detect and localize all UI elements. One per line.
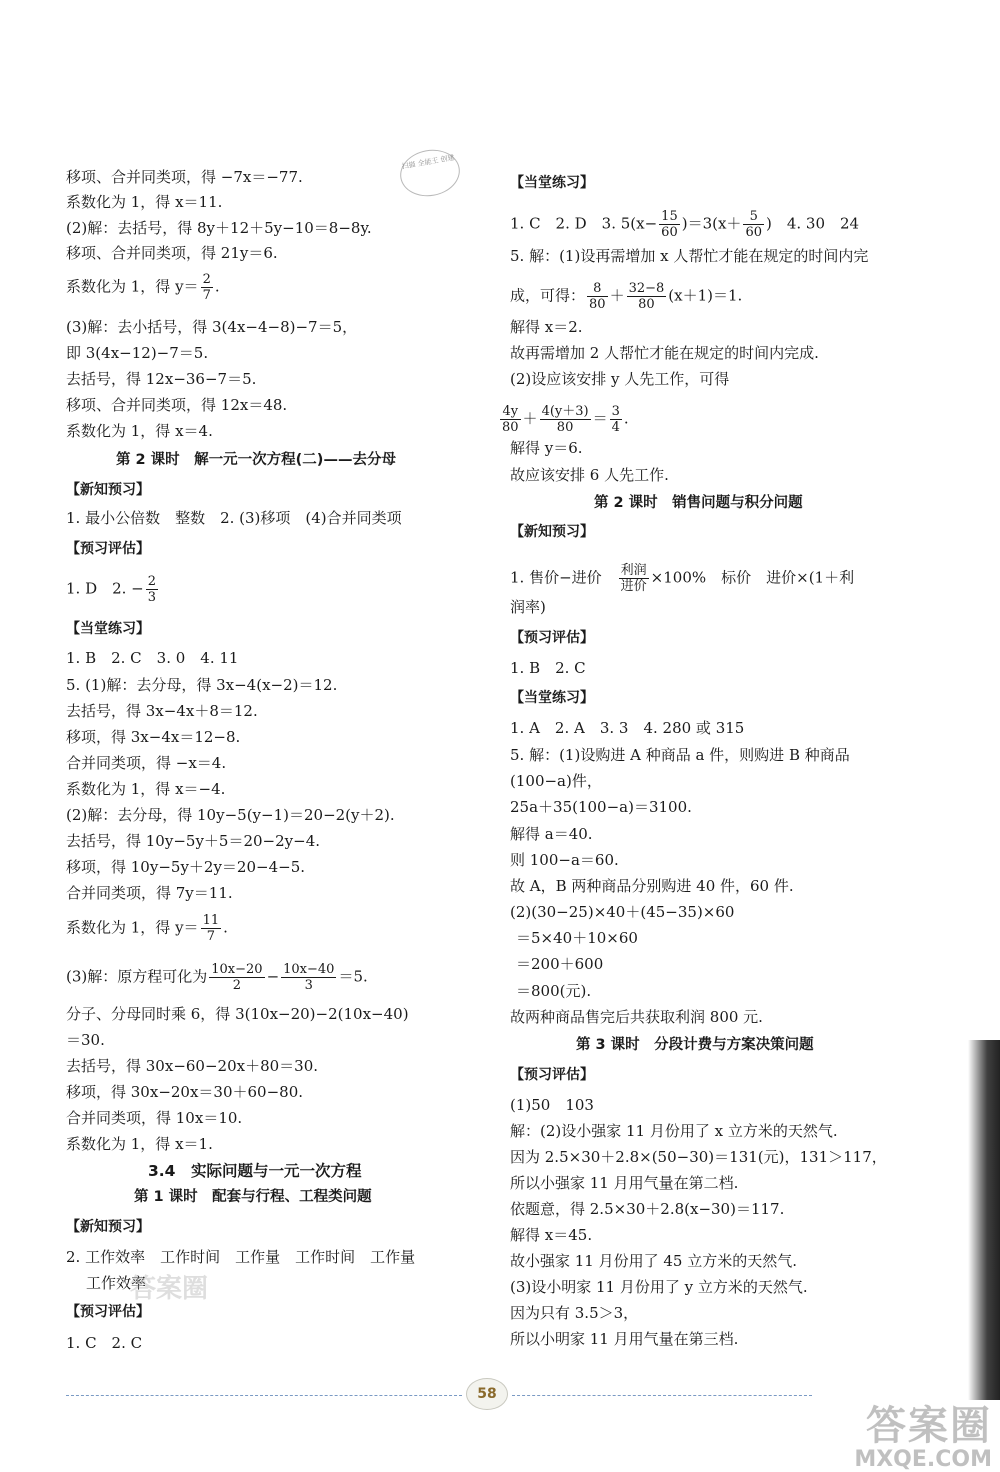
text-line: (3)设小明家 11 月份用了 y 立方米的天然气. (510, 1278, 808, 1296)
text-line: 1. B 2. C (510, 659, 586, 677)
text: (x＋1)＝1. (668, 286, 743, 305)
fraction (540, 404, 591, 435)
text-line: 1. 最小公倍数 整数 2. (3)移项 (4)合并同类项 (66, 509, 402, 527)
denominator: 3 (304, 978, 313, 993)
section-label: 【当堂练习】 (510, 175, 594, 191)
denominator: 80 (502, 420, 519, 435)
text-line: 合并同类项，得 −x＝4. (66, 754, 227, 772)
lesson-heading: 第 2 课时 销售问题与积分问题 (594, 495, 803, 511)
denominator: 7 (202, 288, 211, 303)
text-line: 5. 解：(1)设再需增加 x 人帮忙才能在规定的时间内完 (510, 247, 869, 265)
text-line: 故再需增加 2 人帮忙才能在规定的时间内完成. (510, 344, 819, 362)
section-label: 【当堂练习】 (66, 621, 150, 637)
footer-divider-left (66, 1395, 462, 1396)
denominator: 进价 (620, 579, 647, 594)
text-line: 5. 解：(1)设购进 A 种商品 a 件，则购进 B 种商品 (510, 746, 850, 764)
fraction (201, 913, 222, 944)
numerator: 10x−40 (283, 962, 335, 977)
text-line: 故 A，B 两种商品分别购进 40 件，60 件. (510, 877, 794, 895)
text: . (623, 409, 629, 428)
section-label: 【新知预习】 (66, 482, 150, 498)
fraction (627, 281, 667, 312)
text-line: (2)设应该安排 y 人先工作，可得 (510, 370, 730, 388)
lesson-heading: 第 3 课时 分段计费与方案决策问题 (576, 1037, 814, 1053)
section-label: 【预习评估】 (66, 1304, 150, 1320)
watermark-url: MXQE.COM (854, 1447, 992, 1472)
text-line: 因为只有 3.5＞3， (510, 1304, 639, 1322)
numerator: 3 (611, 404, 620, 419)
text-line: 2. 工作效率 工作时间 工作量 工作时间 工作量 (66, 1248, 416, 1266)
text-line: 润率) (510, 598, 546, 616)
fraction (659, 209, 680, 240)
numerator: 4(y＋3) (541, 404, 589, 419)
text-line: ＝5×40＋10×60 (516, 929, 638, 947)
denominator: 3 (147, 590, 157, 605)
text: ＋ (609, 286, 625, 305)
numerator: 15 (661, 209, 678, 224)
fraction (281, 962, 336, 993)
text-line: ＝30. (66, 1031, 105, 1049)
text-line: (1)50 103 (510, 1096, 594, 1114)
text-line: 移项、合并同类项，得 −7x＝−77. (66, 168, 303, 186)
section-label: 【预习评估】 (66, 541, 150, 557)
text-line: 则 100−a＝60. (510, 851, 619, 869)
text-line: 工作效率 (86, 1274, 147, 1292)
text-line: 1. C 2. C (66, 1334, 143, 1352)
text-line: 1. A 2. A 3. 3 4. 280 或 315 (510, 719, 745, 737)
text: )＝3(x＋ (681, 214, 742, 233)
denominator: 80 (638, 297, 655, 312)
text-line (66, 574, 160, 605)
denominator: 80 (556, 420, 574, 435)
text-line: 合并同类项，得 10x＝10. (66, 1109, 243, 1127)
text-line: 故两种商品售完后共获取利润 800 元. (510, 1008, 763, 1026)
text-line (66, 962, 368, 993)
text-line: 解得 y＝6. (510, 439, 583, 457)
text-line: 移项，得 10y−5y＋2y＝20−4−5. (66, 858, 306, 876)
text-line: 去括号，得 10y−5y＋5＝20−2y−4. (66, 832, 321, 850)
section-label: 【预习评估】 (510, 630, 594, 646)
fraction (209, 962, 264, 993)
text: (3)解：原方程可化为 (66, 967, 208, 986)
text-line: 即 3(4x−12)−7＝5. (66, 344, 209, 362)
text-line: 移项、合并同类项，得 21y＝6. (66, 244, 278, 262)
footer-divider-right (512, 1395, 812, 1396)
text-line: ＝200＋600 (516, 955, 604, 973)
numerator: 5 (743, 209, 764, 225)
numerator: 2 (147, 574, 157, 589)
text-line (498, 404, 629, 435)
section-label: 【新知预习】 (66, 1219, 150, 1235)
text-line: (2)解：去括号，得 8y＋12＋5y−10＝8−8y. (66, 219, 372, 237)
text: ＝5. (338, 967, 368, 986)
text: . (223, 918, 228, 937)
text-line: 故小强家 11 月份用了 45 立方米的天然气. (510, 1252, 798, 1270)
text-line: 系数化为 1，得 x＝4. (66, 422, 213, 440)
text-line: 5. (1)解：去分母，得 3x−4(x−2)＝12. (66, 676, 338, 694)
text-line: 系数化为 1，得 x＝11. (66, 193, 223, 211)
numerator: 8 (587, 281, 608, 297)
text-line: 1. B 2. C 3. 0 4. 11 (66, 649, 239, 667)
text: 系数化为 1，得 y＝ (66, 918, 199, 937)
fraction (743, 209, 764, 240)
fraction (610, 404, 622, 435)
text: ) 4. 30 24 (765, 214, 860, 233)
lesson-heading: 第 1 课时 配套与行程、工程类问题 (134, 1189, 372, 1205)
text-line: 分子、分母同时乘 6，得 3(10x−20)−2(10x−40) (66, 1005, 409, 1023)
text: 1. 售价−进价 (510, 568, 617, 587)
numerator: 32−8 (628, 281, 665, 296)
scanner-stamp: 扫描 全能王 创建 (396, 145, 463, 201)
fraction (146, 574, 158, 605)
text-line: 移项、合并同类项，得 12x＝48. (66, 396, 288, 414)
text-line: 因为 2.5×30＋2.8×(50−30)＝131(元)，131＞117， (510, 1148, 887, 1166)
text: 1. D 2. − (66, 579, 144, 598)
text-line (510, 563, 854, 594)
site-watermark (854, 1404, 992, 1472)
text-line: (2)(30−25)×40＋(45−35)×60 (510, 903, 735, 921)
text-line: 依题意，得 2.5×30＋2.8(x−30)＝117. (510, 1200, 785, 1218)
text-line: (2)解：去分母，得 10y−5(y−1)＝20−2(y＋2). (66, 806, 395, 824)
text-line: 去括号，得 12x−36−7＝5. (66, 370, 257, 388)
text-line (510, 281, 742, 312)
text: ＋ (522, 409, 538, 428)
section-heading: 3.4 实际问题与一元一次方程 (148, 1162, 362, 1180)
denominator: 7 (206, 929, 215, 944)
text: 1. C 2. D 3. 5(x− (510, 214, 658, 233)
text-line: 所以小明家 11 月用气量在第三档. (510, 1330, 739, 1348)
numerator: 利润 (620, 563, 647, 578)
section-label: 【当堂练习】 (510, 690, 594, 706)
text-line: 合并同类项，得 7y＝11. (66, 884, 233, 902)
fraction (201, 272, 213, 303)
text-line: 去括号，得 30x−60−20x＋80＝30. (66, 1057, 319, 1075)
text-line: 系数化为 1，得 x＝−4. (66, 780, 226, 798)
lesson-heading: 第 2 课时 解一元一次方程(二)——去分母 (116, 452, 396, 468)
text: − (266, 967, 280, 986)
text-line: 所以小强家 11 月用气量在第二档. (510, 1174, 739, 1192)
text: 系数化为 1，得 y＝ (66, 277, 199, 296)
text-line: 解得 a＝40. (510, 825, 593, 843)
denominator: 2 (232, 978, 242, 993)
numerator: 4y (500, 404, 521, 420)
text-line: 解得 x＝45. (510, 1226, 593, 1244)
text-line: 故应该安排 6 人先工作. (510, 466, 669, 484)
fraction (500, 404, 521, 435)
fraction (619, 563, 649, 594)
text-line (66, 272, 220, 303)
denominator: 4 (611, 420, 620, 435)
page-edge-shadow (968, 1040, 1000, 1400)
page-number: 58 (466, 1378, 508, 1410)
denominator: 60 (745, 225, 762, 240)
numerator: 2 (202, 272, 211, 287)
text-line: (100−a)件， (510, 772, 602, 790)
text-line: 去括号，得 3x−4x＋8＝12. (66, 702, 258, 720)
numerator: 11 (202, 913, 220, 928)
text-line: 移项，得 30x−20x＝30＋60−80. (66, 1083, 304, 1101)
text-line: (3)解：去小括号，得 3(4x−4−8)−7＝5， (66, 318, 358, 336)
denominator: 80 (589, 297, 606, 312)
text-line (510, 209, 859, 240)
text-line: 解得 x＝2. (510, 318, 583, 336)
fraction (587, 281, 608, 312)
text: ＝ (592, 409, 608, 428)
section-label: 【新知预习】 (510, 524, 594, 540)
text-line: 移项，得 3x−4x＝12−8. (66, 728, 241, 746)
numerator: 10x−20 (211, 962, 263, 977)
text: . (214, 277, 220, 296)
text-line: 25a＋35(100−a)＝3100. (510, 798, 692, 816)
text-line: 系数化为 1，得 x＝1. (66, 1135, 213, 1153)
text-line: ＝800(元). (516, 982, 592, 1000)
watermark-logo-text: 答案圈 (866, 1403, 992, 1449)
text: ×100% 标价 进价×(1＋利 (650, 568, 855, 587)
faint-watermark: 答案圈 (130, 1274, 209, 1304)
section-label: 【预习评估】 (510, 1067, 594, 1083)
text-line: 解：(2)设小强家 11 月份用了 x 立方米的天然气. (510, 1122, 838, 1140)
text: 成，可得： (510, 286, 586, 305)
text-line (66, 913, 228, 944)
denominator: 60 (661, 225, 678, 240)
